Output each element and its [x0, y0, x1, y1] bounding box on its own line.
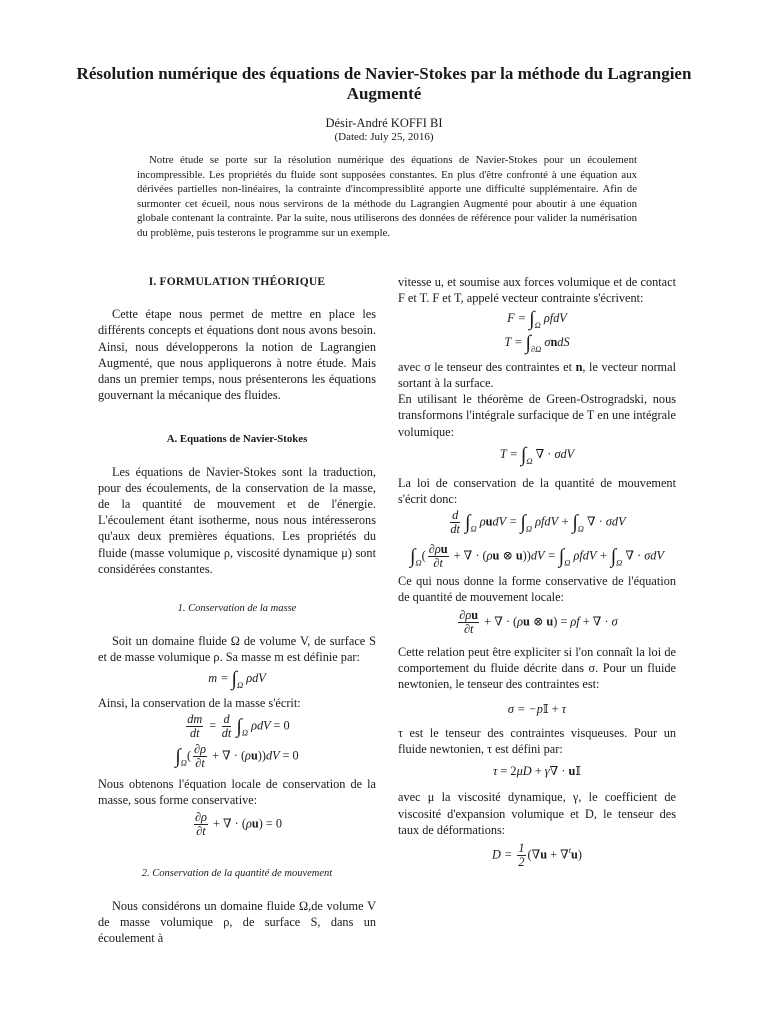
abstract: Notre étude se porte sur la résolution numérique des équations de Navier-Stokes pour un écoulement incompressible. Les propriétés du fluide sont supposées constantes. En plus d'être confronté à une équation aux dérivées partielles non-linéaires, la contrainte d'incompressiblité apporte une difficulté supplémentaire. Afin de surmonter cet écueil, nous nous servirons de la méthode du Lagrangien Augmenté pour aboutir à une équation globale contenant la contrainte. Par la suite, nous utiliserons des données de référence pour valider la numérisation du problème, puis testerons le programme sur un exemple.: [137, 154, 637, 239]
subsubsection-heading-quantite: 2. Conservation de la quantité de mouvement: [141, 867, 333, 879]
equation-mass: $m = \int_\Omega$ ρdV: [208, 667, 266, 690]
equation-momentum-integral: $\frac{d}{dt}$ $\int_\Omega$ $\rho udV = \int_\Omega$ $\rho fdV + \int_\Omega$ ∇ · σdV: [450, 508, 626, 537]
equation-force-t: $T = \int_{\partial\Omega}$ σndS: [504, 331, 570, 354]
right-column: [398, 274, 676, 869]
paragraph: τ est le tenseur des contraintes visqueuses. Pour un fluide newtonien, τ est défini par:: [398, 725, 676, 756]
equation-deformation-rate: D = $\frac{1}{2}$ (∇u + ∇$^t$u): [492, 840, 582, 869]
equation-force-f: $F = \int_\Omega$ ρfdV: [507, 308, 567, 331]
paragraph: La loi de conservation de la quantité de mouvement s'écrit donc:: [398, 476, 676, 507]
equation-continuity: $\frac{\partial\rho}{\partial t}$ + ∇ · (ρu) = 0: [194, 809, 283, 838]
equation-mass-integral: $\int_\Omega$( $\frac{\partial\rho}{\partial t}$ + ∇ · (ρu))dV = 0: [175, 741, 299, 770]
subsection-heading-navier-stokes: A. Equations de Navier-Stokes: [166, 433, 308, 446]
paragraph: avec σ le tenseur des contraintes et n, le vecteur normal sortant à la surface.: [398, 359, 676, 391]
text-span: , le vecteur normal sortant à la surface.: [398, 359, 676, 391]
equation-momentum-local: $\frac{\partial\rho u}{\partial t}$ + ∇ · (ρu ⊗ u) = ρf + ∇ · σ: [459, 607, 618, 636]
equation-stress-tensor: σ = −p𝕀 + τ: [507, 701, 567, 716]
equation-viscous-tensor: τ = 2μD + γ∇ · u𝕀: [492, 764, 582, 779]
equation-green-ostrogradski: $T = \int_\Omega$ ∇ · σdV: [499, 443, 575, 466]
paragraph: Nous considérons un domaine fluide Ω,de volume V de masse volumique ρ, de surface S, dans un écoulement à: [98, 898, 376, 946]
equation-mass-conservation: $\frac{dm}{dt}$ = $\frac{d}{dt}$ $\int_\Omega$ ρdV = 0: [187, 712, 290, 741]
paragraph: En utilisant le théorème de Green-Ostrogradski, nous transformons l'intégrale surfacique de T en une intégrale volumique:: [398, 392, 676, 439]
author-name: Désir-André KOFFI BI: [325, 116, 443, 130]
paragraph: Ce qui nous donne la forme conservative de l'équation de quantité de mouvement locale:: [398, 573, 676, 604]
paragraph: Les équations de Navier-Stokes sont la traduction, pour des écoulements, de la conservation de la masse, de la quantité de mouvement et de l'énergie. L'écoulement étant isotherme, nous nous intéresserons qu'aux deux premières équations. Les propriétés du fluide (masse volumique ρ, viscosité dynamique μ) sont considérées constantes.: [98, 464, 376, 576]
section-heading-formulation: I. FORMULATION THÉORIQUE: [148, 276, 326, 288]
equation-momentum-volume: $\int_\Omega$( $\frac{\partial\rho u}{\partial t}$ + ∇ · (ρu ⊗ $u))dV = \int_\Omega$ $\rho fdV + \int_\Omega$ ∇ · σdV: [410, 541, 664, 570]
date-line: (Dated: July 25, 2016): [334, 131, 434, 143]
paper-title: Résolution numérique des équations de Navier-Stokes par la méthode du Lagrangien Augmenté: [76, 64, 692, 103]
paragraph: Nous obtenons l'équation locale de conservation de la masse, sous forme conservative:: [98, 777, 376, 808]
paragraph: Cette étape nous permet de mettre en place les différents concepts et équations dont nous avons besoin. Ainsi, nous développerons la notion de Lagrangien Augmenté, que nous appliquerons à notre étude. Mais dans un premier temps, nous présenterons les équations gouvernant la mécanique des fluides.: [98, 307, 376, 403]
paragraph: Cette relation peut être expliciter si l'on connaît la loi de comportement du fluide décrite dans σ. Pour un fluide newtonien, le tenseur des contraintes est:: [398, 644, 676, 692]
text-span: avec σ le tenseur des contraintes et: [398, 359, 573, 374]
subsubsection-heading-masse: 1. Conservation de la masse: [177, 603, 297, 615]
paragraph: vitesse u, et soumise aux forces volumique et de contact F et T. F et T, appelé vecteur contrainte s'écrivent:: [398, 275, 676, 306]
paragraph: Ainsi, la conservation de la masse s'écrit:: [98, 695, 301, 710]
paragraph: avec μ la viscosité dynamique, γ, le coefficient de viscosité d'expansion volumique et D, le tenseur des taux de déformations:: [398, 790, 676, 837]
left-column: [98, 272, 376, 946]
paragraph: Soit un domaine fluide Ω de volume V, de surface S et de masse volumique ρ. Sa masse m est définie par:: [98, 634, 376, 665]
